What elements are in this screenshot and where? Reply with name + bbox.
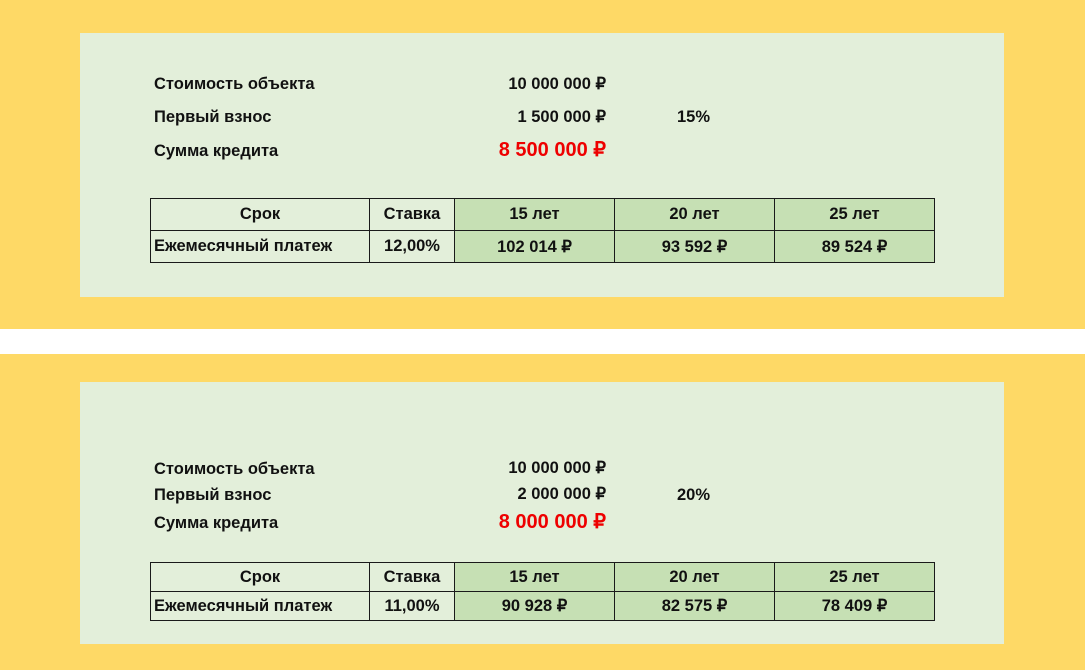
term-15-cell: 15 лет [455,199,615,231]
down-payment-label: Первый взнос [154,486,272,504]
monthly-payment-label-cell: Ежемесячный платеж [151,231,370,263]
scenario-panel-1 [80,33,1004,297]
loan-amount-value: 8 000 000 ₽ [498,511,606,533]
rate-header-cell: Ставка [370,199,455,231]
table-header-row [151,563,935,592]
rate-header-cell: Ставка [370,563,455,592]
term-25-cell: 25 лет [775,563,935,592]
object-cost-value: 10 000 000 ₽ [508,459,606,477]
loan-amount-label: Сумма кредита [154,514,279,532]
payment-15-cell: 90 928 ₽ [455,592,615,621]
scenario-panel-2 [80,382,1004,644]
rate-value-cell: 12,00% [370,231,455,263]
term-header-cell: Срок [151,199,370,231]
table-row [151,231,935,263]
term-25-cell: 25 лет [775,199,935,231]
down-payment-percent: 15% [677,108,711,126]
down-payment-label: Первый взнос [154,108,272,126]
down-payment-value: 2 000 000 ₽ [517,485,606,503]
term-20-cell: 20 лет [615,563,775,592]
payment-25-cell: 89 524 ₽ [775,231,935,263]
payment-15-cell: 102 014 ₽ [455,231,615,263]
loan-amount-value: 8 500 000 ₽ [498,139,606,161]
term-15-cell: 15 лет [455,563,615,592]
table-header-row [151,199,935,231]
term-20-cell: 20 лет [615,199,775,231]
payment-20-cell: 82 575 ₽ [615,592,775,621]
payment-table [150,562,935,621]
payment-table [150,198,935,263]
table-row [151,592,935,621]
down-payment-percent: 20% [677,486,711,504]
term-header-cell: Срок [151,563,370,592]
payment-20-cell: 93 592 ₽ [615,231,775,263]
object-cost-value: 10 000 000 ₽ [508,75,606,93]
down-payment-value: 1 500 000 ₽ [517,108,606,126]
loan-amount-label: Сумма кредита [154,142,279,160]
rate-value-cell: 11,00% [370,592,455,621]
monthly-payment-label-cell: Ежемесячный платеж [151,592,370,621]
object-cost-label: Стоимость объекта [154,75,315,93]
object-cost-label: Стоимость объекта [154,460,315,478]
payment-25-cell: 78 409 ₽ [775,592,935,621]
